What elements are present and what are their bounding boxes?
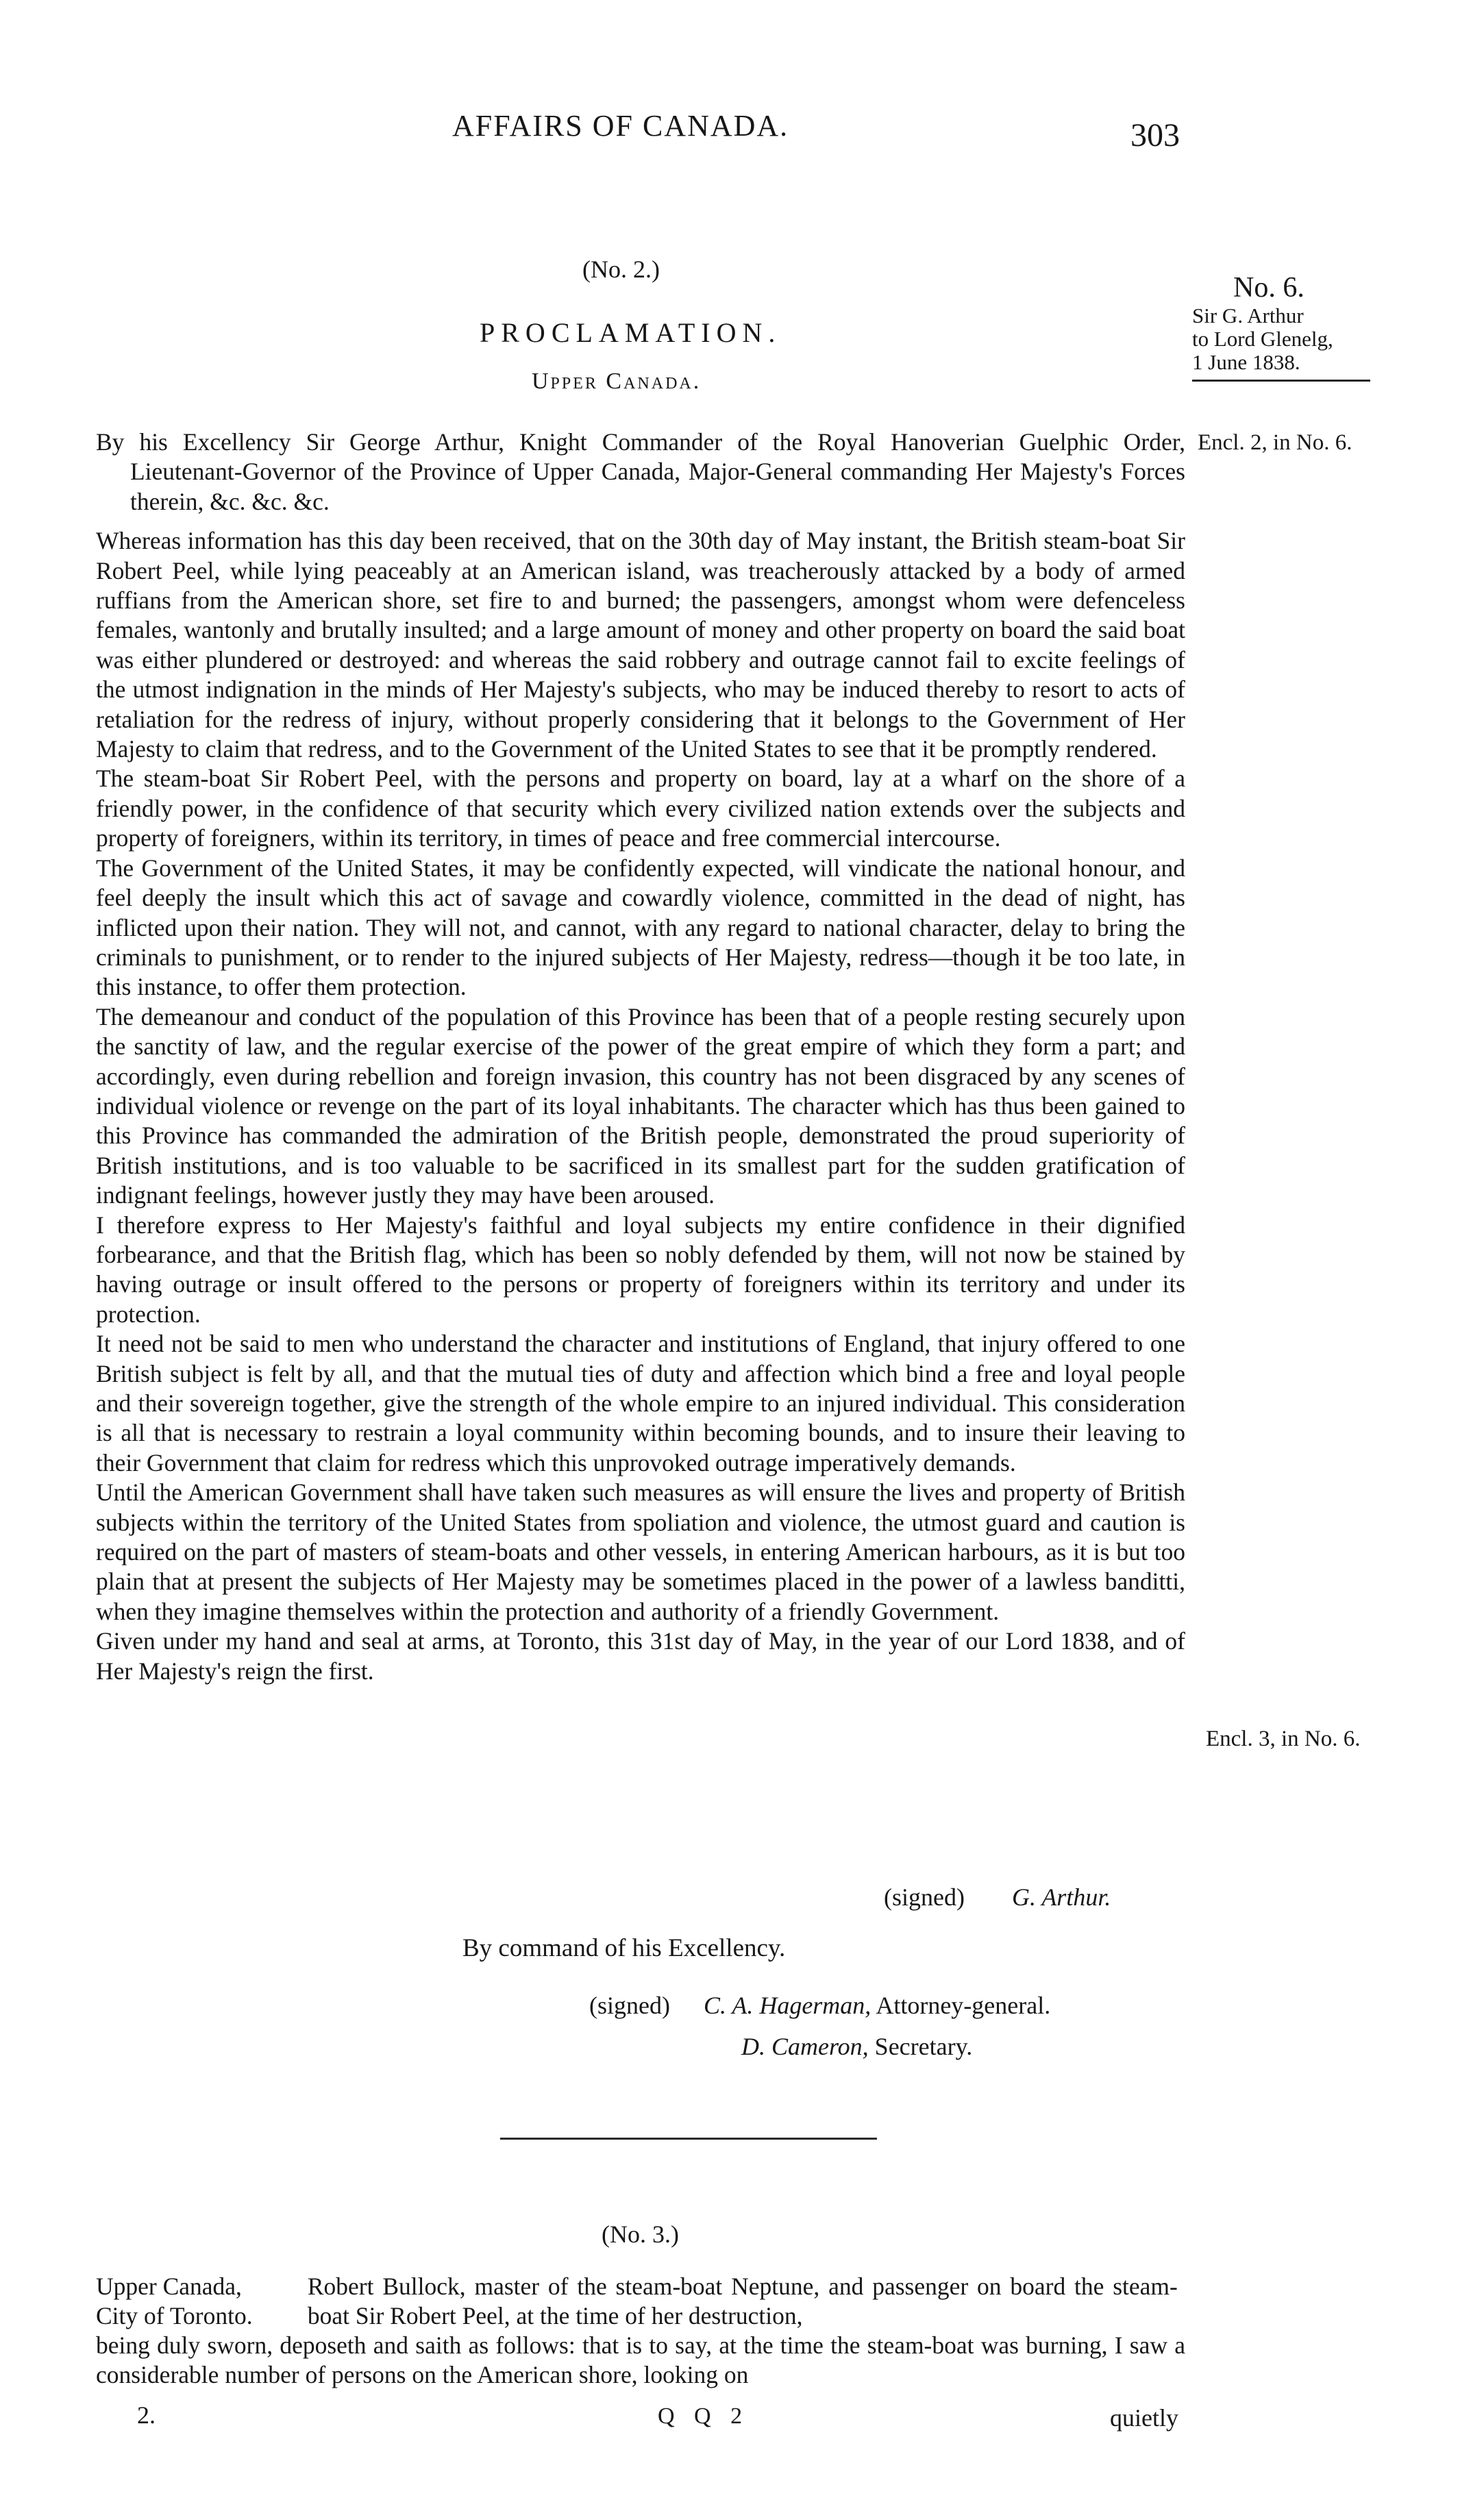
venue-line-2: City of Toronto. bbox=[96, 2302, 253, 2329]
paragraph: It need not be said to men who understand the character and institutions of England, that injury offered to one British subject is felt by all, and that the mutual ties of duty and affection which bind a free and loyal people and their sovereign together, give the strength of the whole empire to an injured individual. This consideration is all that is necessary to restrain a loyal community within becoming bounds, and to insure their leaving to their Government that claim for redress which this unprovoked outrage imperatively demands. bbox=[96, 1330, 1185, 1476]
signer-3-name: D. Cameron, bbox=[741, 2033, 869, 2060]
catchword: quietly bbox=[1110, 2404, 1178, 2432]
running-title: AFFAIRS OF CANADA. bbox=[452, 109, 789, 143]
paragraph: The demeanour and conduct of the population of this Province has been that of a people resting securely upon the sanctity of law, and the regular exercise of the power of the great empire of which they form a part; and accordingly, even during rebellion and foreign invasion, this country has not been disgraced by any scenes of individual violence or revenge on the part of its loyal inhabitants. The character which has thus been gained to this Province has commanded the admiration of the British people, demonstrated the proud superiority of British institutions, and is too valuable to be sacrificed in its smallest part for the sudden gratification of indignant feelings, however justly they may have been aroused. bbox=[96, 1002, 1185, 1209]
document-number: (No. 2.) bbox=[582, 256, 660, 283]
page-number: 303 bbox=[1130, 117, 1180, 153]
signed-label-2: (signed) bbox=[589, 1992, 670, 2019]
signed-label: (signed) bbox=[884, 1883, 965, 1911]
signature-line-2 bbox=[589, 1991, 1050, 2020]
deposition-text: being duly sworn, deposeth and saith as follows: that is to say, at the time the steam-boat was burning, I saw a considerable number of persons on the American shore, looking on bbox=[96, 2332, 1185, 2388]
by-command: By command of his Excellency. bbox=[462, 1934, 786, 1962]
document-place: Upper Canada. bbox=[532, 369, 702, 394]
enclosure-3-note: Encl. 3, in No. 6. bbox=[1206, 1727, 1361, 1751]
deposition-opening: Robert Bullock, master of the steam-boat Neptune, and passenger on board the steam-boat Sir Robert Peel, at the time of her destruction, bbox=[307, 2273, 1178, 2329]
signer-2-name: C. A. Hagerman, bbox=[703, 1992, 871, 2019]
margin-note-number: No. 6. bbox=[1233, 272, 1304, 304]
margin-note bbox=[1192, 271, 1398, 382]
margin-note-date: 1 June 1838. bbox=[1192, 350, 1300, 374]
signature-mark: 2. bbox=[137, 2401, 156, 2429]
deposition-head bbox=[96, 2272, 1185, 2331]
signer-3-title: Secretary. bbox=[874, 2033, 973, 2060]
venue bbox=[96, 2272, 301, 2331]
enclosure-2-note: Encl. 2, in No. 6. bbox=[1198, 430, 1352, 455]
signature-line-1 bbox=[884, 1883, 1111, 1912]
preamble: By his Excellency Sir George Arthur, Knight Commander of the Royal Hanoverian Guelphic Order, Lieutenant-Governor of the Province of Upper Canada, Major-General commanding Her Majesty's Forces therein, &c. &c. &c. bbox=[96, 428, 1185, 515]
proclamation-body bbox=[96, 428, 1185, 1686]
signer-name: G. Arthur. bbox=[1011, 1883, 1111, 1911]
section-divider bbox=[500, 2138, 877, 2140]
paragraph: I therefore express to Her Majesty's faithful and loyal subjects my entire confidence in their dignified forbearance, and that the British flag, which has been so nobly defended by them, will not now be stained by having outrage or insult offered to the persons or property of foreigners within its territory and under its protection. bbox=[96, 1211, 1185, 1328]
margin-note-to: to Lord Glenelg, bbox=[1192, 327, 1333, 351]
venue-line-1: Upper Canada, bbox=[96, 2273, 242, 2300]
paragraph: The steam-boat Sir Robert Peel, with the persons and property on board, lay at a wharf on the shore of a friendly power, in the confidence of that security which every civilized nation extends over the subjects and property of foreigners, within its territory, in times of peace and free commercial intercourse. bbox=[96, 765, 1185, 852]
signature-letters: Q Q 2 bbox=[658, 2403, 750, 2429]
paragraph: Whereas information has this day been received, that on the 30th day of May instant, the British steam-boat Sir Robert Peel, while lying peaceably at an American island, was treacherously attacked by a body of armed ruffians from the American shore, set fire to and burned; the passengers, amongst whom were defenceless females, wantonly and brutally insulted; and a large amount of money and other property on board the said boat was either plundered or destroyed: and whereas the said robbery and outrage cannot fail to excite feelings of the utmost indignation in the minds of Her Majesty's subjects, who may be induced thereby to resort to acts of retaliation for the redress of injury, without properly considering that it belongs to the Government of Her Majesty to claim that redress, and to the Government of the United States to see that it be promptly rendered. bbox=[96, 527, 1185, 763]
margin-note-from: Sir G. Arthur bbox=[1192, 304, 1304, 327]
paragraph: Given under my hand and seal at arms, at Toronto, this 31st day of May, in the year of our Lord 1838, and of Her Majesty's reign the first. bbox=[96, 1627, 1185, 1685]
document-title: PROCLAMATION. bbox=[480, 317, 782, 348]
document-3-number: (No. 3.) bbox=[602, 2221, 679, 2248]
paragraph: Until the American Government shall have taken such measures as will ensure the lives and property of British subjects within the territory of the United States from spoliation and violence, the utmost guard and caution is required on the part of masters of steam-boats and other vessels, in entering American harbours, as it is but too plain that at present the subjects of Her Majesty may be sometimes placed in the power of a lawless banditti, when they imagine themselves within the protection and authority of a friendly Government. bbox=[96, 1479, 1185, 1625]
paragraph: The Government of the United States, it may be confidently expected, will vindicate the national honour, and feel deeply the insult which this act of savage and cowardly violence, committed in the dead of night, has inflicted upon their nation. They will not, and cannot, with any regard to national character, delay to bring the criminals to punishment, or to render to the injured subjects of Her Majesty, redress—though it be too late, in this instance, to offer them protection. bbox=[96, 854, 1185, 1001]
signer-2-title: Attorney-general. bbox=[876, 1992, 1051, 2019]
margin-rule bbox=[1192, 380, 1370, 382]
signature-line-3 bbox=[741, 2032, 972, 2061]
